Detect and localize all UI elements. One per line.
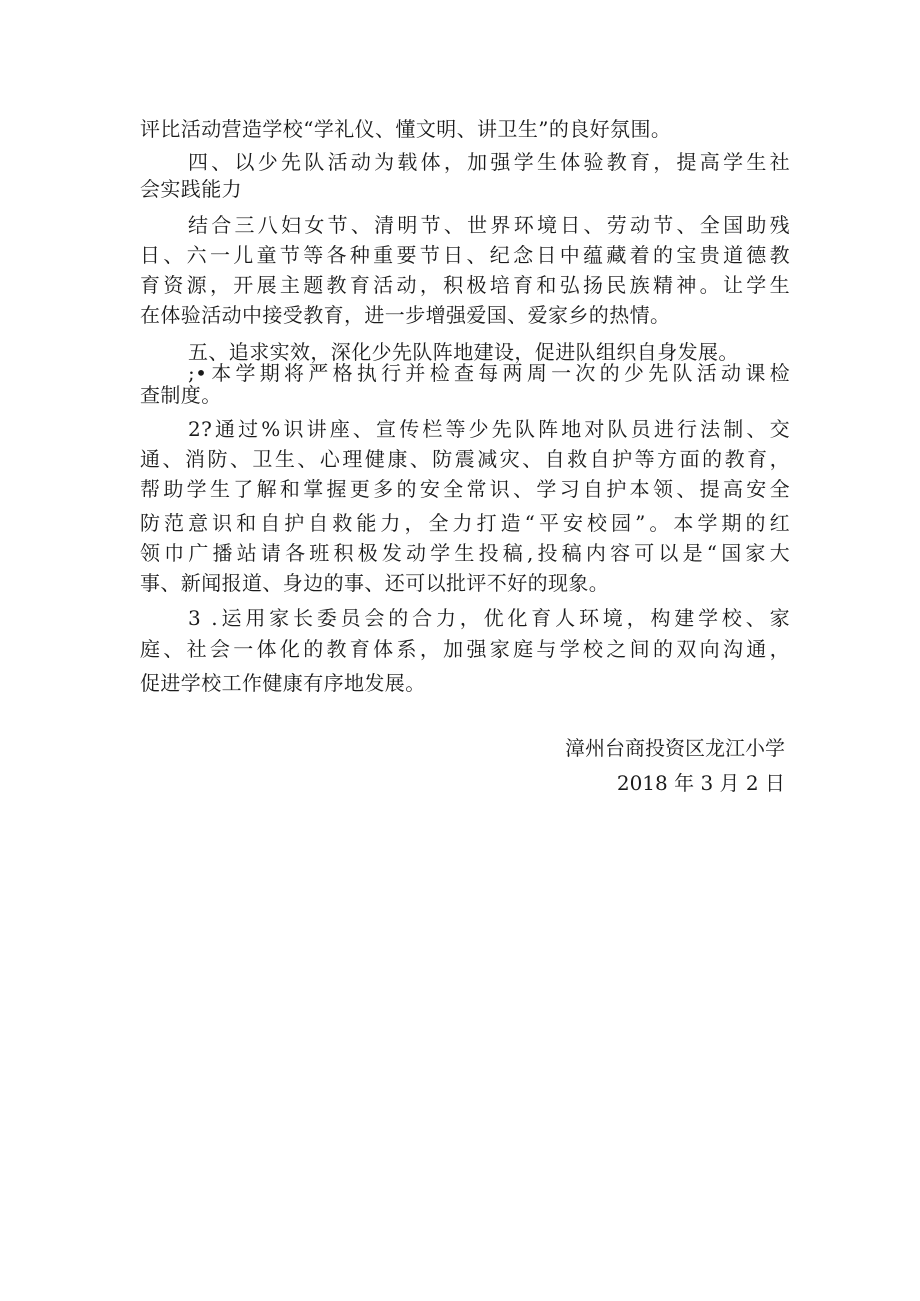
paragraph-line: 育资源，开展主题教育活动，积极培育和弘扬民族精神。让学生 <box>140 273 790 297</box>
paragraph-line: 通、消防、卫生、心理健康、防震减灾、自救自护等方面的教育， <box>140 447 790 471</box>
signature-date: 2018 年 3 月 2 日 <box>616 771 785 795</box>
signature-school: 漳州台商投资区龙江小学 <box>565 736 785 760</box>
paragraph-line: 日、六一儿童节等各种重要节日、纪念日中蕴藏着的宝贵道德教 <box>140 243 790 267</box>
paragraph-line: 结合三八妇女节、清明节、世界环境日、劳动节、全国助残 <box>188 213 790 237</box>
paragraph-line: 促进学校工作健康有序地发展。 <box>140 671 426 695</box>
section-heading-line: 五、追求实效，深化少先队阵地建设，促进队组织自身发展。 <box>188 340 739 364</box>
paragraph-line: 2?通过%识讲座、宣传栏等少先队阵地对队员进行法制、交 <box>188 417 790 441</box>
section-heading-line: 会实践能力 <box>140 177 242 201</box>
paragraph-line: 评比活动营造学校“学礼仪、懂文明、讲卫生”的良好氛围。 <box>140 117 672 141</box>
paragraph-line: 事、新闻报道、身边的事、还可以批评不好的现象。 <box>140 571 610 595</box>
paragraph-line: 帮助学生了解和掌握更多的安全常识、学习自护本领、提高安全 <box>140 477 790 501</box>
paragraph-line: 查制度。 <box>140 383 222 407</box>
section-heading-line: 四、以少先队活动为载体，加强学生体验教育，提高学生社 <box>188 150 790 174</box>
paragraph-line: 庭、社会一体化的教育体系，加强家庭与学校之间的双向沟通， <box>140 637 790 661</box>
paragraph-line: 在体验活动中接受教育，进一步增强爱国、爱家乡的热情。 <box>140 303 671 327</box>
paragraph-line: 3 .运用家长委员会的合力，优化育人环境，构建学校、家 <box>188 606 790 630</box>
paragraph-line: 领巾广播站请各班积极发动学生投稿,投稿内容可以是“国家大 <box>140 541 790 565</box>
paragraph-line: 防范意识和自护自救能力，全力打造“平安校园”。本学期的红 <box>140 511 790 535</box>
paragraph-line: ;•本学期将严格执行并检查每两周一次的少先队活动课检 <box>188 361 790 385</box>
